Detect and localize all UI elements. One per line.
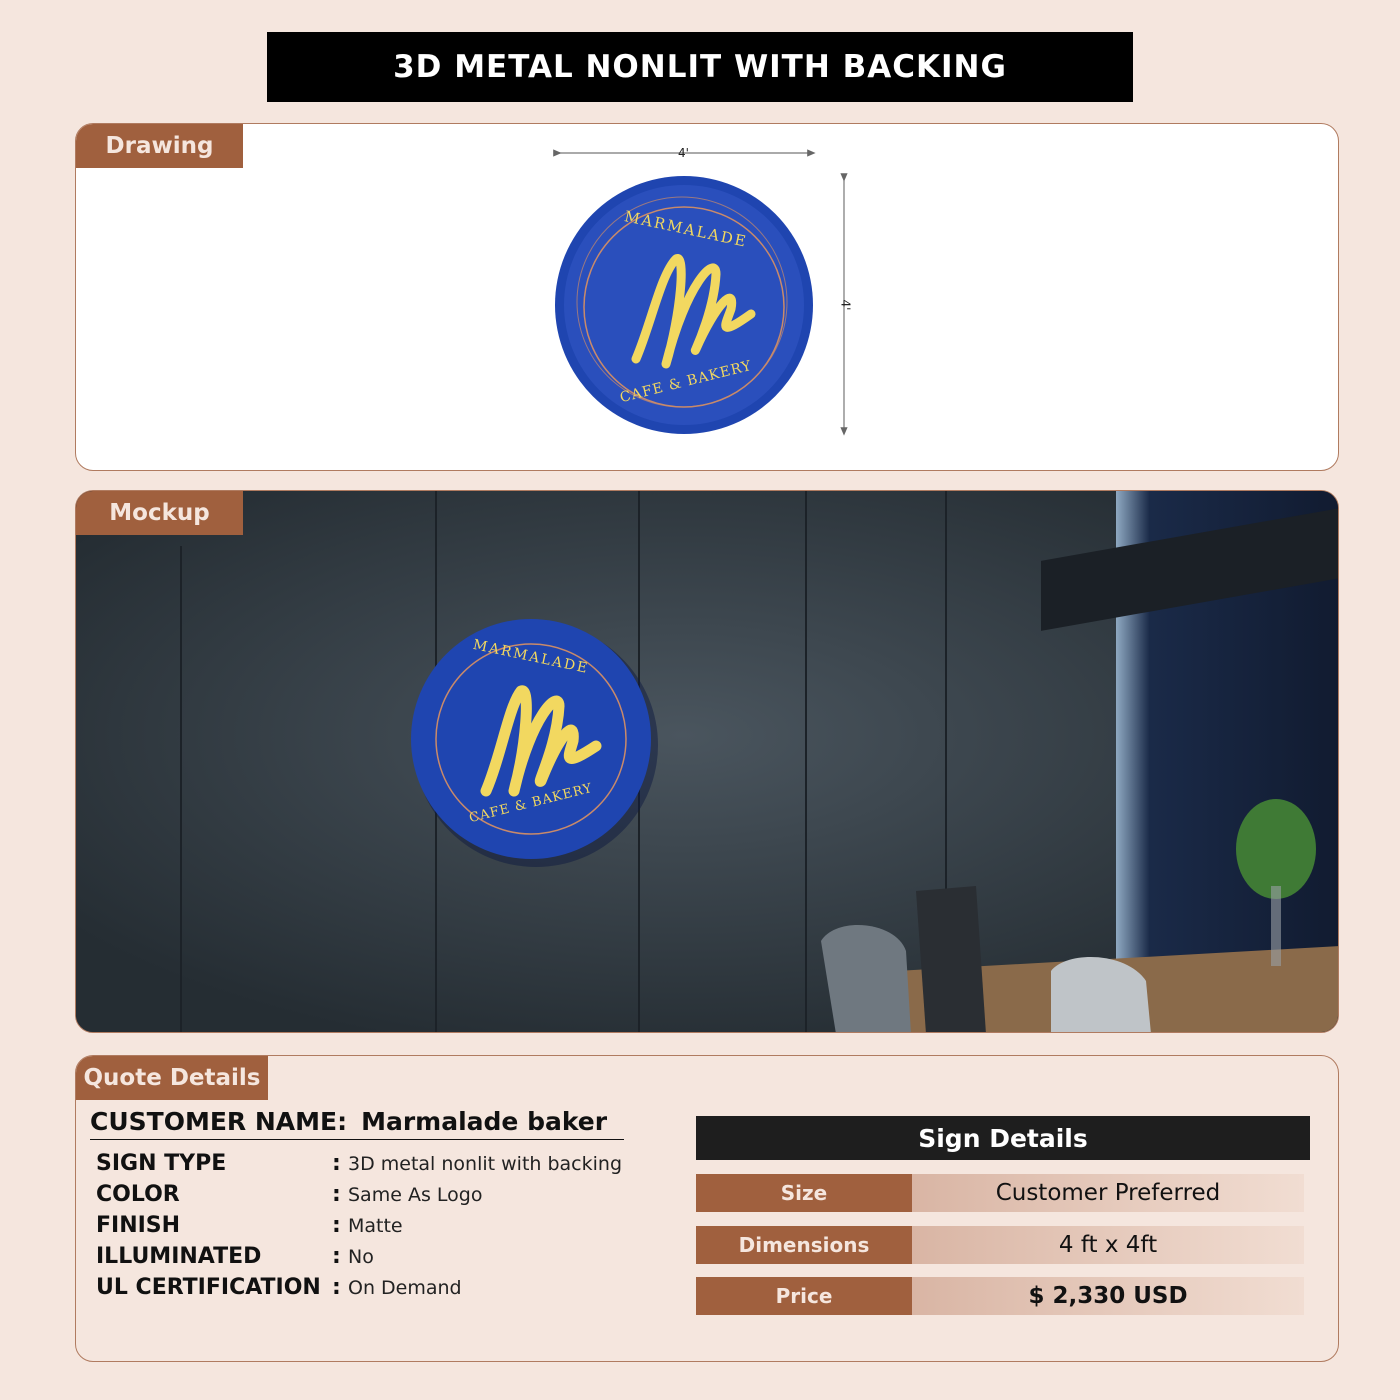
mockup-bottom-text: CAFE & BAKERY [467,780,595,827]
drawing-canvas [76,124,1339,471]
sign-details-row-size: Size Customer Preferred [696,1174,1304,1212]
spec-row: SIGN TYPE : 3D metal nonlit with backing [96,1151,623,1176]
mockup-tab: Mockup [76,491,243,535]
spec-row: COLOR : Same As Logo [96,1182,483,1207]
mockup-top-text: MARMALADE [471,636,591,678]
logo-bottom-text: CAFE & BAKERY [618,357,754,407]
mockup-scene [76,491,1339,1033]
drawing-panel [75,123,1339,471]
customer-label: CUSTOMER NAME: [90,1107,348,1136]
logo-top-text: MARMALADE [622,207,750,251]
spec-row: ILLUMINATED : No [96,1244,374,1269]
quote-panel [75,1055,1339,1362]
customer-name-row [90,1104,624,1140]
mockup-panel [75,490,1339,1033]
height-label: 4' [838,299,853,311]
width-label: 4' [678,146,689,160]
quote-tab: Quote Details [76,1056,268,1100]
sign-details-row-dimensions: Dimensions 4 ft x 4ft [696,1226,1304,1264]
customer-name: Marmalade baker [361,1107,608,1136]
drawing-tab: Drawing [76,124,243,168]
sign-details-heading: Sign Details [696,1116,1310,1160]
spec-row: FINISH : Matte [96,1213,403,1238]
page-title: 3D METAL NONLIT WITH BACKING [267,32,1133,102]
spec-row: UL CERTIFICATION : On Demand [96,1275,462,1300]
logo-drawing [555,176,813,434]
sign-details-row-price: Price $ 2,330 USD [696,1277,1304,1315]
spec-list [96,1148,676,1303]
